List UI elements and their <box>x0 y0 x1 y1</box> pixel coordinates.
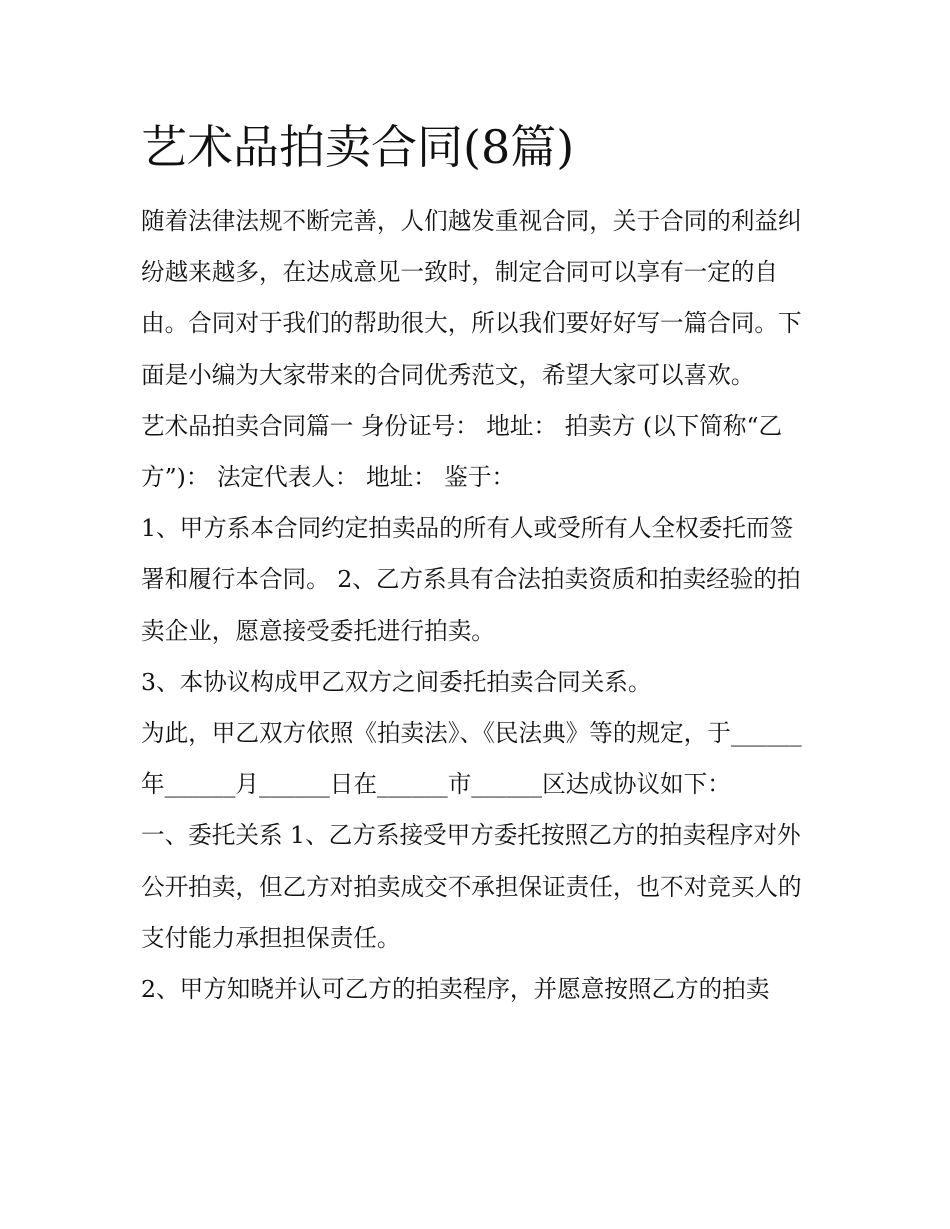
clause-paragraph-3: 3、本协议构成甲乙双方之间委托拍卖合同关系。 <box>141 667 652 696</box>
intro-paragraph: 随着法律法规不断完善，人们越发重视合同，关于合同的利益纠纷越来越多，在达成意见一致时，制定合同可以享有一定的自由。合同对于我们的帮助很大，所以我们要好好写一篇合同。下面是小编为大家带来的合同优秀范文，希望大家可以喜欢。 <box>141 207 802 389</box>
contract-header-paragraph: 艺术品拍卖合同篇一 身份证号： 地址： 拍卖方 (以下简称“乙方”)： 法定代表人： 地址： 鉴于： <box>141 411 783 492</box>
document-title: 艺术品拍卖合同(8篇) <box>141 120 575 174</box>
agreement-date-paragraph: 为此，甲乙双方依照《拍卖法》、《民法典》等的规定，于______年______月______日在______市______区达成协议如下： <box>141 719 802 799</box>
section-one-paragraph: 一、委托关系 1、乙方系接受甲方委托按照乙方的拍卖程序对外公开拍卖，但乙方对拍卖成交不承担保证责任，也不对竞买人的支付能力承担担保责任。 <box>141 821 802 952</box>
clause-paragraph-1: 1、甲方系本合同约定拍卖品的所有人或受所有人全权委托而签署和履行本合同。 2、乙方系具有合法拍卖资质和拍卖经验的拍卖企业，愿意接受委托进行拍卖。 <box>141 514 801 645</box>
section-one-clause-2: 2、甲方知晓并认可乙方的拍卖程序，并愿意按照乙方的拍卖 <box>141 975 770 1004</box>
document-body <box>141 196 813 1015</box>
